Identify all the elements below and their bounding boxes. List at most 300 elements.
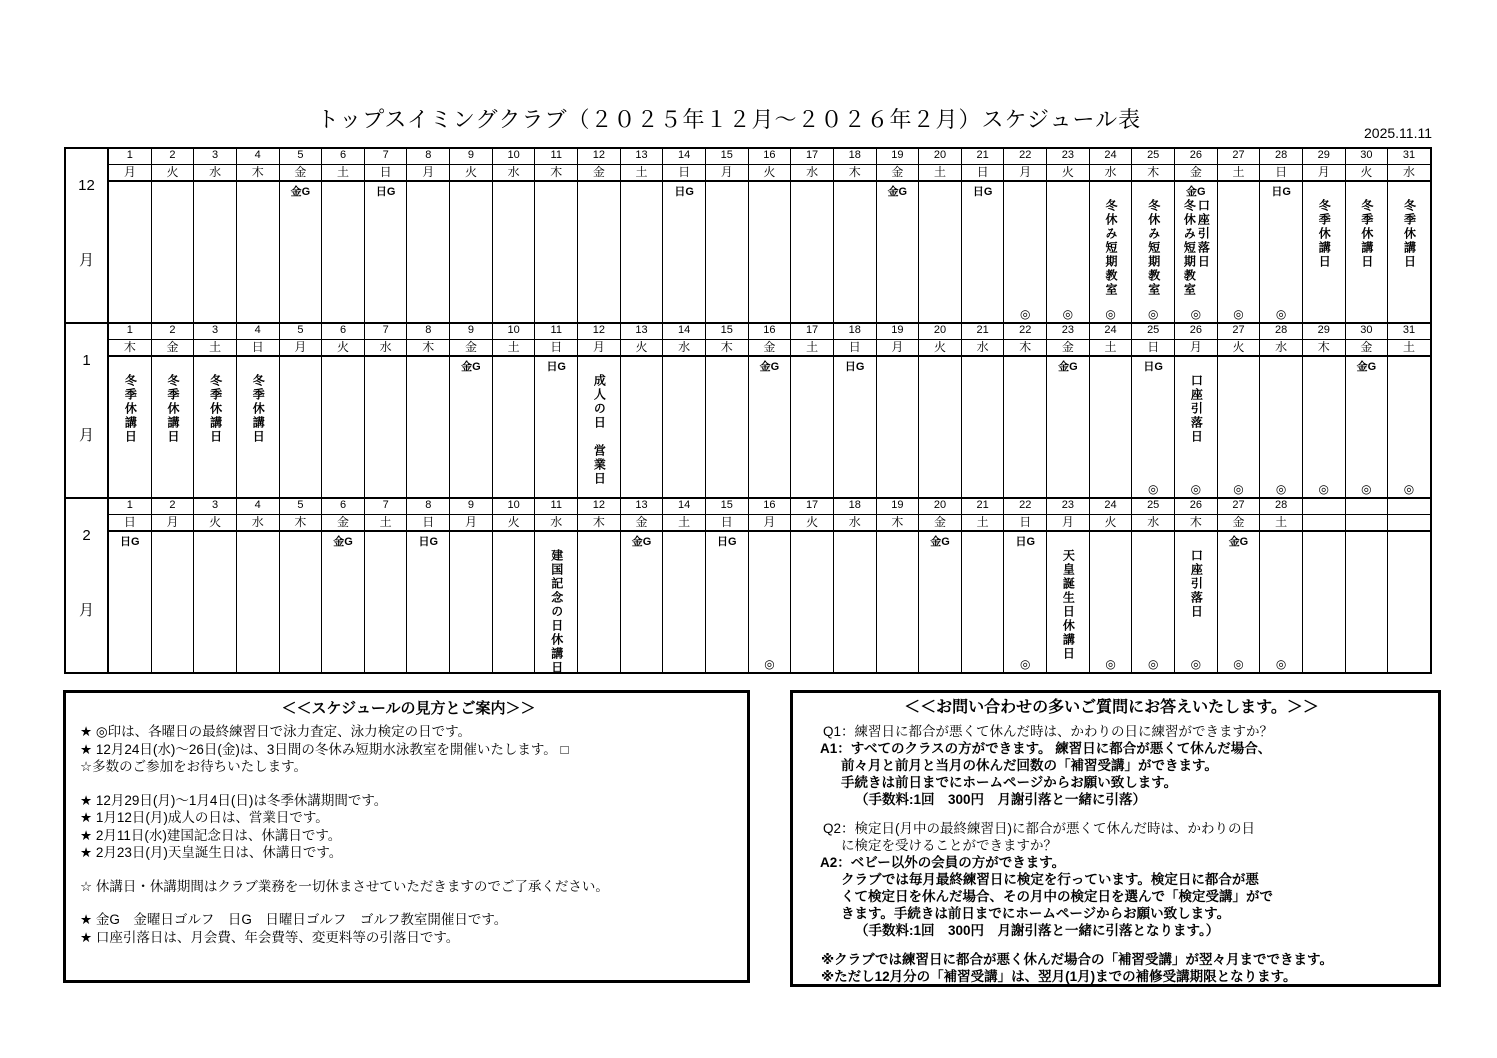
month-block xyxy=(66,149,1430,322)
weekday: 火 xyxy=(791,515,834,530)
day-number: 9 xyxy=(450,324,493,339)
guide-line: ☆ 休講日・休講期間はクラブ業務を一切休まさせていただきますのでご了承ください。 xyxy=(80,878,609,894)
weekday: 木 xyxy=(407,340,450,355)
day-cell xyxy=(706,182,749,322)
weekday: 木 xyxy=(1132,165,1175,180)
weekday: 日 xyxy=(834,340,877,355)
weekday-row xyxy=(109,515,1430,532)
day-number: 17 xyxy=(791,149,834,164)
weekday: 月 xyxy=(749,515,792,530)
weekday: 火 xyxy=(919,340,962,355)
day-cell xyxy=(194,357,237,497)
day-number: 15 xyxy=(706,499,749,514)
guide-line: ★ 2月23日(月)天皇誕生日は、休講日です。 xyxy=(80,845,343,860)
day-number: 19 xyxy=(877,324,920,339)
weekday: 金 xyxy=(1175,165,1218,180)
day-number: 11 xyxy=(535,499,578,514)
day-number: 10 xyxy=(493,149,536,164)
day-number: 17 xyxy=(791,499,834,514)
day-cell xyxy=(1260,532,1303,672)
day-number: 31 xyxy=(1402,324,1416,336)
day-cell xyxy=(535,182,578,322)
day-number: 1 xyxy=(109,149,152,164)
day-number: 20 xyxy=(919,499,962,514)
day-cell xyxy=(109,182,152,322)
day-number: 2 xyxy=(152,499,195,514)
golf-mark: 日G xyxy=(844,361,865,373)
faq-line: 前々月と前月と当月の休んだ回数の「補習受講」ができます。 xyxy=(841,758,1218,773)
day-number: 11 xyxy=(535,324,578,339)
day-number: 15 xyxy=(706,324,749,339)
kentei-mark: ◎ xyxy=(1190,482,1202,496)
kentei-mark: ◎ xyxy=(1062,307,1074,321)
day-note-column: 口座引落日 xyxy=(1196,199,1211,269)
kentei-mark: ◎ xyxy=(1361,482,1372,496)
weekday: 月 xyxy=(877,340,920,355)
weekday: 水 xyxy=(194,165,237,180)
kentei-mark: ◎ xyxy=(1105,657,1116,671)
day-cell xyxy=(1090,357,1133,497)
day-cell xyxy=(407,357,450,497)
day-cell xyxy=(1218,532,1261,672)
day-cell xyxy=(322,357,365,497)
day-cell xyxy=(1132,182,1175,322)
day-cell xyxy=(1303,532,1346,672)
day-number: 23 xyxy=(1047,324,1090,339)
day-number: 18 xyxy=(834,499,877,514)
kentei-mark: ◎ xyxy=(1020,307,1031,321)
weekday: 火 xyxy=(450,165,493,180)
weekday: 土 xyxy=(365,515,408,530)
guide-line xyxy=(80,862,737,878)
day-number: 4 xyxy=(237,149,280,164)
day-cell xyxy=(322,182,365,322)
day-number: 28 xyxy=(1260,149,1303,164)
weekday: 木 xyxy=(877,515,920,530)
day-note-column: 冬季休講日 xyxy=(251,374,266,444)
day-note-column: 冬季休講日 xyxy=(123,374,138,444)
golf-mark: 日G xyxy=(418,536,439,548)
guide-box-title: ＜＜スケジュールの見方とご案内＞＞ xyxy=(281,700,536,717)
day-cell xyxy=(791,532,834,672)
golf-mark: 金G xyxy=(333,536,353,548)
day-number: 7 xyxy=(365,324,408,339)
guide-line: ☆多数のご参加をお待ちいたします。 xyxy=(80,759,308,774)
golf-mark: 金G xyxy=(1058,361,1078,373)
day-cell xyxy=(1090,182,1133,322)
day-cell xyxy=(237,182,280,322)
weekday: 木 xyxy=(109,340,152,355)
golf-mark: 金G xyxy=(1356,361,1377,373)
day-cell xyxy=(962,532,1005,672)
month-block xyxy=(66,322,1430,497)
day-number: 8 xyxy=(407,324,450,339)
day-cell xyxy=(706,532,749,672)
day-number: 22 xyxy=(1004,149,1047,164)
day-number: 26 xyxy=(1175,324,1218,339)
day-cell xyxy=(834,532,877,672)
golf-mark: 日G xyxy=(1015,536,1036,548)
day-cell xyxy=(1388,357,1430,497)
day-number: 22 xyxy=(1004,324,1047,339)
day-number xyxy=(1303,499,1346,514)
kentei-mark: ◎ xyxy=(764,657,775,671)
weekday: 火 xyxy=(1346,165,1389,180)
weekday xyxy=(1388,515,1430,530)
day-number: 4 xyxy=(237,499,280,514)
weekday: 水 xyxy=(1132,515,1175,530)
weekday: 木 xyxy=(706,340,749,355)
kentei-mark: ◎ xyxy=(1233,482,1244,496)
day-cell xyxy=(834,182,877,322)
weekday: 土 xyxy=(919,165,962,180)
weekday: 木 xyxy=(237,165,280,180)
day-number: 10 xyxy=(493,324,536,339)
weekday: 木 xyxy=(535,165,578,180)
day-cell xyxy=(365,357,408,497)
day-number xyxy=(1388,499,1430,514)
day-note xyxy=(194,374,236,444)
day-note-column: 成人の日 営業日 xyxy=(592,374,607,486)
weekday: 月 xyxy=(1047,515,1090,530)
day-number: 15 xyxy=(706,149,749,164)
day-number: 11 xyxy=(535,149,578,164)
kentei-mark: ◎ xyxy=(1105,307,1116,321)
day-number: 6 xyxy=(322,149,365,164)
weekday: 金 xyxy=(877,165,920,180)
golf-mark: 金G xyxy=(887,186,908,198)
weekday: 火 xyxy=(152,165,195,180)
day-note-column: 口座引落日 xyxy=(1189,549,1204,619)
golf-mark: 日G xyxy=(1271,186,1291,198)
golf-mark: 金G xyxy=(290,186,311,198)
weekday: 木 xyxy=(1175,515,1218,530)
day-cell xyxy=(706,357,749,497)
day-number: 25 xyxy=(1132,324,1175,339)
weekday: 日 xyxy=(237,340,280,355)
day-note xyxy=(237,374,279,444)
day-cell xyxy=(109,357,152,497)
faq-line: ※クラブでは練習日に都合が悪く休んだ場合の「補習受講」が翌々月までできます。 xyxy=(821,952,1333,967)
day-number: 5 xyxy=(280,499,323,514)
faq-line: A1：すべてのクラスの方ができます。 練習日に都合が悪くて休んだ場合、 xyxy=(820,741,1272,756)
month-label xyxy=(66,149,109,322)
day-cell xyxy=(280,182,323,322)
weekday: 金 xyxy=(919,515,962,530)
day-number: 2 xyxy=(152,324,195,339)
kentei-mark: ◎ xyxy=(1020,657,1031,671)
weekday: 木 xyxy=(280,515,323,530)
weekday: 木 xyxy=(834,165,877,180)
weekday: 月 xyxy=(1175,340,1218,355)
day-cell xyxy=(1175,357,1218,497)
day-cell xyxy=(1132,357,1175,497)
day-number: 8 xyxy=(407,499,450,514)
guide-line: ★ ◎印は、各曜日の最終練習日で泳力査定、泳力検定の日です。 xyxy=(80,724,472,739)
day-note-column: 冬季休講日 xyxy=(1317,199,1332,269)
faq-line: Q2：検定日(月中の最終練習日)に都合が悪くて休んだ時は、かわりの日 xyxy=(823,821,1255,836)
day-cell xyxy=(919,357,962,497)
golf-mark: 金G xyxy=(1186,186,1206,198)
day-number: 30 xyxy=(1346,149,1389,164)
day-cell xyxy=(578,357,621,497)
day-cell xyxy=(109,532,152,672)
day-number: 3 xyxy=(194,324,237,339)
day-cell xyxy=(493,357,536,497)
day-cell xyxy=(280,357,323,497)
day-note-column: 冬季休講日 xyxy=(1402,199,1417,269)
weekday: 火 xyxy=(1047,165,1090,180)
weekday: 日 xyxy=(962,165,1005,180)
day-number: 29 xyxy=(1303,149,1346,164)
day-number: 16 xyxy=(749,324,792,339)
guide-line: ★ 12月24日(水)～26日(金)は、3日間の冬休み短期水泳教室を開催いたします。 □ xyxy=(80,741,569,757)
day-cell xyxy=(1090,532,1133,672)
day-number: 21 xyxy=(962,499,1005,514)
weekday: 日 xyxy=(109,515,152,530)
golf-mark: 金G xyxy=(461,361,481,373)
day-number: 16 xyxy=(749,149,792,164)
day-number: 19 xyxy=(877,149,920,164)
day-note xyxy=(1303,199,1345,269)
weekday: 月 xyxy=(450,515,493,530)
day-cell xyxy=(1260,182,1303,322)
guide-line: ★ 1月12日(月)成人の日は、営業日です。 xyxy=(80,810,329,825)
day-cell xyxy=(919,182,962,322)
day-cell xyxy=(1303,182,1346,322)
weekday: 土 xyxy=(663,515,706,530)
day-cell xyxy=(194,182,237,322)
day-number: 18 xyxy=(834,149,877,164)
day-number: 25 xyxy=(1132,499,1175,514)
faq-line xyxy=(793,808,1430,820)
weekday: 日 xyxy=(1132,340,1175,355)
weekday: 水 xyxy=(365,340,408,355)
weekday: 月 xyxy=(109,165,152,180)
day-number: 23 xyxy=(1047,499,1090,514)
day-cell xyxy=(1004,357,1047,497)
day-number: 14 xyxy=(663,499,706,514)
weekday: 火 xyxy=(1218,340,1261,355)
day-number: 1 xyxy=(109,324,152,339)
weekday: 日 xyxy=(365,165,408,180)
weekday: 金 xyxy=(578,165,621,180)
day-cell xyxy=(1175,182,1218,322)
faq-line: （手数料:1回 300円 月謝引落と一緒に引落） xyxy=(855,792,1147,807)
faq-box xyxy=(790,690,1441,987)
day-cell xyxy=(578,532,621,672)
day-cell xyxy=(1218,182,1261,322)
day-number: 1 xyxy=(109,499,152,514)
weekday: 金 xyxy=(749,340,792,355)
weekday: 土 xyxy=(962,515,1005,530)
day-cell xyxy=(663,357,706,497)
weekday: 火 xyxy=(322,340,365,355)
kentei-mark: ◎ xyxy=(1403,482,1415,496)
day-number: 5 xyxy=(280,149,323,164)
guide-lines xyxy=(80,723,737,946)
kentei-mark: ◎ xyxy=(1147,657,1159,671)
weekday: 火 xyxy=(493,515,536,530)
document-date: 2025.11.11 xyxy=(1364,125,1432,141)
day-cell xyxy=(877,532,920,672)
golf-mark: 金G xyxy=(930,536,950,548)
weekday: 土 xyxy=(1260,515,1303,530)
guide-line xyxy=(80,776,737,792)
day-cell xyxy=(1047,532,1090,672)
day-number: 24 xyxy=(1090,149,1133,164)
golf-mark: 日G xyxy=(717,536,737,548)
kentei-mark: ◎ xyxy=(1190,307,1202,321)
day-content-row xyxy=(109,532,1430,675)
day-note xyxy=(1175,199,1217,297)
golf-mark: 日G xyxy=(674,186,694,198)
weekday: 金 xyxy=(1047,340,1090,355)
day-cell xyxy=(450,532,493,672)
weekday: 金 xyxy=(450,340,493,355)
golf-mark: 金G xyxy=(759,361,780,373)
day-number: 21 xyxy=(962,149,1005,164)
weekday: 金 xyxy=(152,340,195,355)
day-number: 7 xyxy=(365,149,408,164)
weekday: 水 xyxy=(237,515,280,530)
day-number: 20 xyxy=(919,149,962,164)
weekday: 火 xyxy=(621,340,664,355)
day-number: 21 xyxy=(962,324,1005,339)
weekday: 月 xyxy=(152,515,195,530)
weekday: 土 xyxy=(322,165,365,180)
golf-mark: 日G xyxy=(972,186,993,198)
day-cell xyxy=(621,182,664,322)
weekday: 日 xyxy=(1004,515,1047,530)
day-cell xyxy=(535,357,578,497)
day-number: 6 xyxy=(322,324,365,339)
day-cell xyxy=(1175,532,1218,672)
kentei-mark: ◎ xyxy=(1318,482,1329,496)
day-number: 13 xyxy=(621,149,664,164)
weekday: 木 xyxy=(1303,340,1346,355)
golf-mark: 日G xyxy=(1143,361,1163,373)
faq-line: に検定を受けることができますか？ xyxy=(841,838,1057,853)
weekday: 日 xyxy=(1260,165,1303,180)
day-number: 24 xyxy=(1090,324,1133,339)
faq-line xyxy=(793,939,1430,951)
day-cell xyxy=(1260,357,1303,497)
faq-line: 手続きは前日までにホームページからお願い致します。 xyxy=(841,775,1178,790)
guide-line: ★ 金G 金曜日ゴルフ 日G 日曜日ゴルフ ゴルフ教室開催日です。 xyxy=(80,912,508,927)
month-days xyxy=(109,499,1430,675)
day-cell xyxy=(450,357,493,497)
day-cell xyxy=(663,532,706,672)
day-number: 12 xyxy=(578,324,621,339)
weekday: 金 xyxy=(621,515,664,530)
day-cell xyxy=(1047,182,1090,322)
day-cell xyxy=(791,182,834,322)
month-gatsu: 月 xyxy=(78,252,94,270)
day-note xyxy=(1090,199,1132,297)
day-cell xyxy=(791,357,834,497)
day-note-column: 冬季休講日 xyxy=(165,374,180,444)
day-cell xyxy=(407,182,450,322)
month-number: 12 xyxy=(78,177,95,194)
weekday: 土 xyxy=(493,340,536,355)
weekday: 日 xyxy=(535,340,578,355)
day-number: 13 xyxy=(621,499,664,514)
day-note xyxy=(535,549,577,675)
weekday-row xyxy=(109,165,1430,182)
day-note xyxy=(578,374,620,486)
day-note-column: 冬休み短期教室 xyxy=(1182,199,1197,297)
day-cell xyxy=(322,532,365,672)
weekday: 金 xyxy=(1346,340,1389,355)
guide-line: ★ 12月29日(月)～1月4日(日)は冬季休講期間です。 xyxy=(80,792,388,808)
faq-line: くて検定日を休んだ場合、その月中の検定日を選んで「検定受講」がで xyxy=(841,889,1273,904)
day-number: 19 xyxy=(877,499,920,514)
day-number: 24 xyxy=(1090,499,1133,514)
day-cell xyxy=(407,532,450,672)
kentei-mark: ◎ xyxy=(1275,482,1287,496)
day-cell xyxy=(1346,357,1389,497)
day-cell xyxy=(194,532,237,672)
day-number: 6 xyxy=(322,499,365,514)
day-cell xyxy=(749,182,792,322)
day-note-column: 天皇誕生日休講日 xyxy=(1061,549,1076,661)
day-number: 14 xyxy=(663,149,706,164)
day-number: 9 xyxy=(450,149,493,164)
day-cell xyxy=(1132,532,1175,672)
guide-line: ★ 2月11日(水)建国記念日は、休講日です。 xyxy=(80,827,342,843)
weekday: 水 xyxy=(1090,165,1133,180)
day-number: 8 xyxy=(407,149,450,164)
kentei-mark: ◎ xyxy=(1233,307,1244,321)
day-cell xyxy=(663,182,706,322)
page-title: トップスイミングクラブ（２０２５年１２月～２０２６年２月）スケジュール表 xyxy=(316,107,1142,132)
weekday: 日 xyxy=(706,515,749,530)
weekday: 水 xyxy=(663,340,706,355)
day-number: 27 xyxy=(1218,499,1261,514)
weekday: 月 xyxy=(1004,165,1047,180)
faq-lines xyxy=(793,723,1430,985)
weekday: 土 xyxy=(791,340,834,355)
month-label xyxy=(66,324,109,497)
day-content-row xyxy=(109,182,1430,322)
day-cell xyxy=(1047,357,1090,497)
weekday-row xyxy=(109,340,1430,357)
day-number xyxy=(1346,499,1389,514)
day-number: 4 xyxy=(237,324,280,339)
weekday: 日 xyxy=(663,165,706,180)
faq-line: （手数料:1回 300円 月謝引落と一緒に引落となります。） xyxy=(855,923,1220,938)
kentei-mark: ◎ xyxy=(1275,307,1287,321)
day-cell xyxy=(1346,182,1389,322)
day-number: 7 xyxy=(365,499,408,514)
weekday: 水 xyxy=(791,165,834,180)
day-cell xyxy=(1388,182,1430,322)
weekday: 月 xyxy=(1303,165,1346,180)
day-number: 28 xyxy=(1260,324,1303,339)
weekday: 火 xyxy=(194,515,237,530)
day-number: 31 xyxy=(1402,149,1416,161)
day-number: 20 xyxy=(919,324,962,339)
month-days xyxy=(109,324,1430,497)
weekday: 水 xyxy=(493,165,536,180)
day-number: 17 xyxy=(791,324,834,339)
weekday: 火 xyxy=(1090,515,1133,530)
day-number: 13 xyxy=(621,324,664,339)
day-number: 29 xyxy=(1303,324,1346,339)
day-number-row xyxy=(109,499,1430,515)
day-cell xyxy=(962,182,1005,322)
